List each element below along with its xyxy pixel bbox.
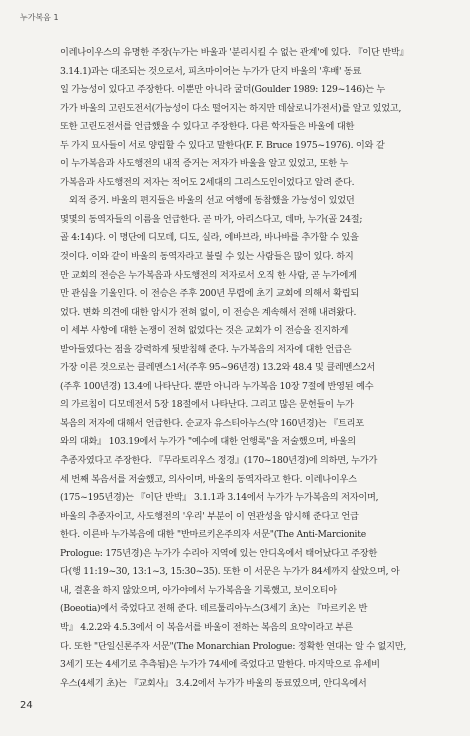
text-line: 3.14.1)과는 대조되는 것으로서, 피츠마이어는 누가가 단지 바울의 '후배' 동료 <box>60 65 362 77</box>
text-line: 또한 고린도전서를 언급했을 수 있다고 주장한다. 다른 학자들은 바울에 대한 <box>60 121 355 133</box>
text-line: 다(행 11:19~30, 13:1~3, 15:30~35). 또한 이 서문은 누가가 84세까지 살았으며, 아 <box>60 566 400 578</box>
text-line: 몇몇의 동역자들의 이름을 언급한다. 곧 마가, 아리스다고, 데마, 누가(골 24절; <box>60 213 363 225</box>
text-line: 우스(4세기 초)는 『교회사』 3.4.2에서 누가가 바울의 동료였으며, 안디옥에서 <box>60 677 367 689</box>
text-line: 일 가능성이 있다고 주장한다. 이뿐만 아니라 굴더(Goulder 1989: 129~146)는 누 <box>60 84 386 96</box>
text-line: 것이다. 이와 같이 바울의 동역자라고 불릴 수 있는 사람들은 많이 있다. 하지 <box>60 251 354 263</box>
text-line: 만 교회의 전승은 누가복음과 사도행전의 저자로서 오직 한 사람, 곧 누가에게 <box>60 269 357 281</box>
text-line: (주후 100년경) 13.4에 나타난다. 뿐만 아니라 누가복음 10장 7절에 반영된 예수 <box>60 380 374 392</box>
text-line: 한다. 이른바 누가복음에 대한 "반마르키온주의자 서문"(The Anti-Marcionite <box>60 529 366 541</box>
page-number: 24 <box>20 700 33 711</box>
text-line: 외적 증거. 바울의 편지들은 바울의 선교 여행에 동참했을 가능성이 있었던 <box>69 195 355 207</box>
text-line: 가복음과 사도행전의 저자는 적어도 2세대의 그리스도인이었다고 알려 준다. <box>60 176 355 188</box>
running-header: 누가복음 1 <box>20 13 59 22</box>
text-line: 추종자였다고 주장한다. 『무라토리우스 정경』(170~180년경)에 의하면, 누가가 <box>60 455 378 467</box>
text-line: 었다. 변화 의견에 대한 암시가 전혀 없이, 이 전승은 계속해서 전해 내려왔다. <box>60 306 357 318</box>
text-line: 세 번째 복음서를 저술했고, 의사이며, 바울의 동역자라고 한다. 이레나이우스 <box>60 473 357 485</box>
text-line: 가가 바울의 고린도전서(가능성이 다소 떨어지는 하지만 데살로니가전서)를 알고 있었고, <box>60 102 402 114</box>
text-line: 복음의 저자에 대해서 언급한다. 순교자 유스티아누스(약 160년경)는 『트리포 <box>60 417 364 429</box>
body-text <box>60 44 434 693</box>
text-line: 박』 4.2.2와 4.5.3에서 이 복음서를 바울이 전하는 복음의 요약이라고 부른 <box>60 621 353 633</box>
text-line: 내, 결혼을 하지 않았으며, 아가야에서 누가복음을 기록했고, 보이오티아 <box>60 584 337 596</box>
text-line: 가장 이른 것으로는 클레멘스1서(주후 95~96년경) 13.2와 48.4 및 클레멘스2서 <box>60 362 375 374</box>
text-line: Prologue: 175년경)은 누가가 수리아 지역에 있는 안디옥에서 태어났다고 주장한 <box>60 547 378 559</box>
text-line: (175~195년경)는 『이단 반박』 3.1.1과 3.14에서 누가가 누가복음의 저자이며, <box>60 492 379 504</box>
text-line: 3세기 또는 4세기로 추측됨)은 누가가 74세에 죽었다고 말한다. 마지막으로 유세비 <box>60 659 380 671</box>
text-line: 와의 대화』 103.19에서 누가가 "예수에 대한 언행록"을 저술했으며, 바울의 <box>60 436 356 448</box>
text-line: 두 가지 묘사들이 서로 양립할 수 있다고 말한다(F. F. Bruce 1975~1976). 이와 같 <box>60 139 385 151</box>
text-line: (Boeotia)에서 죽었다고 전해 준다. 테르툴리아누스(3세기 초)는 『마르키온 반 <box>60 603 368 615</box>
text-line: 다. 또한 "단일신론주자 서문"(The Monarchian Prologue: 정확한 연대는 알 수 없지만, <box>60 640 407 652</box>
text-line: 바울의 추종자이고, 사도행전의 '우리' 부분이 이 연관성을 암시해 준다고 언급 <box>60 510 359 522</box>
text-line: 이 누가복음과 사도행전의 내적 증거는 저자가 바울을 알고 있었고, 또한 누 <box>60 158 349 170</box>
text-line: 받아들였다는 점을 강력하게 뒷받침해 준다. 누가복음의 저자에 대한 언급은 <box>60 343 352 355</box>
text-line: 골 4:14)다. 이 명단에 디모데, 디도, 실라, 에바브라, 바나바를 추가할 수 있을 <box>60 232 359 244</box>
text-line: 의 가르침이 디모데전서 5장 18절에서 나타난다. 그리고 많은 문헌들이 누가 <box>60 399 354 411</box>
text-line: 만 관심을 기울인다. 이 전승은 주후 200년 무렵에 초기 교회에 의해서 확립되 <box>60 288 359 300</box>
text-line: 이 세부 사항에 대한 논쟁이 전혀 없었다는 것은 교회가 이 전승을 진지하게 <box>60 325 349 337</box>
text-line: 이레나이우스의 유명한 주장(누가는 바울과 '분리시킬 수 없는 관계'에 있다. 『이단 반박』 <box>60 47 409 58</box>
